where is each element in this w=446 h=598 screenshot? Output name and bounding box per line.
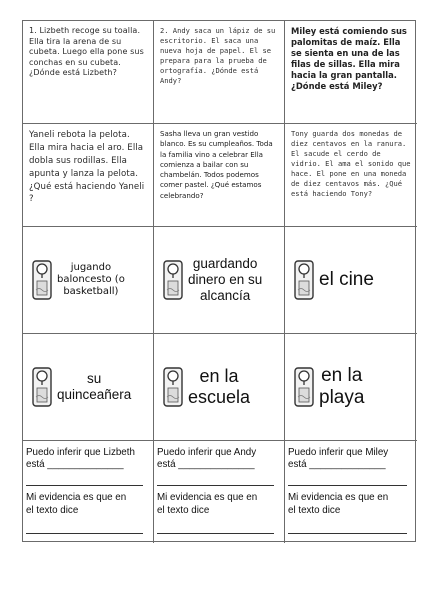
inference-card-andy <box>154 441 285 543</box>
story-text: Tony guarda dos monedas de diez centavos en la ranura. El sacude el cerdo de vidrio. El ama el sonido que hace. El pone en una moneda de diez centavos más. ¿Qué está haciendo Tony? <box>291 129 411 199</box>
answer-line <box>288 533 407 534</box>
answer-text: jugando baloncesto (o basketball) <box>57 262 125 297</box>
answer-card <box>154 334 285 441</box>
answer-card <box>23 334 154 441</box>
evidence-prompt-2: el texto dice <box>26 504 79 516</box>
task-card-sheet <box>22 20 416 542</box>
door-hanger-icon <box>293 366 315 408</box>
answer-card <box>285 227 417 334</box>
story-text: Sasha lleva un gran vestido blanco. Es su cumpleaños. Toda la familia vino a celebrar Ella comienza a bailar con su chambelán. Todos podemos comer pastel. ¿Qué estamos celebrando? <box>160 129 273 200</box>
story-card-miley <box>285 21 417 124</box>
evidence-prompt-2: el texto dice <box>157 504 210 516</box>
infer-prompt: Puedo inferir que Miley <box>288 447 389 458</box>
inference-card-lizbeth <box>23 441 154 543</box>
answer-line <box>26 473 143 486</box>
story-text: Yaneli rebota la pelota. Ella mira hacia el aro. Ella dobla sus rodillas. Ella apunta y lanza la pelota. ¿Qué está haciendo Yaneli ? <box>29 130 145 205</box>
evidence-prompt: Mi evidencia es que en <box>26 492 127 504</box>
story-card-andy <box>154 21 285 124</box>
evidence-prompt: Mi evidencia es que en <box>157 492 258 504</box>
answer-card <box>154 227 285 334</box>
story-card-lizbeth <box>23 21 154 124</box>
answer-card <box>23 227 154 334</box>
answer-card <box>285 334 417 441</box>
door-hanger-icon <box>162 366 184 408</box>
answer-line <box>157 533 274 534</box>
infer-prompt: Puedo inferir que Andy <box>157 447 257 458</box>
answer-line <box>288 473 407 486</box>
answer-text: en la escuela <box>188 365 251 407</box>
door-hanger-icon <box>293 259 315 301</box>
evidence-prompt: Mi evidencia es que en <box>288 492 389 504</box>
answer-text: su quinceañera <box>57 371 132 402</box>
answer-line <box>157 473 274 486</box>
evidence-prompt-2: el texto dice <box>288 504 341 516</box>
infer-blank: está ______________ <box>288 459 386 471</box>
infer-blank: está ______________ <box>157 459 255 471</box>
answer-text: en la playa <box>319 364 365 408</box>
story-text: 2. Andy saca un lápiz de su escritorio. El saca una nueva hoja de papel. El se prepara para la prueba de ortografía. ¿Dónde está Andy? <box>160 26 276 86</box>
story-card-yaneli <box>23 124 154 227</box>
answer-line <box>26 533 143 534</box>
answer-text: guardando dinero en su alcancía <box>188 256 263 303</box>
door-hanger-icon <box>162 259 184 301</box>
story-text: Miley está comiendo sus palomitas de maíz. Ella se sienta en una de las filas de sillas. Ella mira hacia la gran pantalla. ¿Dónde está Miley? <box>291 26 407 92</box>
door-hanger-icon <box>31 259 53 301</box>
inference-card-miley <box>285 441 417 543</box>
infer-blank: está ______________ <box>26 459 124 471</box>
infer-prompt: Puedo inferir que Lizbeth <box>26 447 135 458</box>
door-hanger-icon <box>31 366 53 408</box>
story-card-tony <box>285 124 417 227</box>
story-text: 1. Lizbeth recoge su toalla. Ella tira la arena de su cubeta. Luego ella pone sus conchas en su cubeta. ¿Dónde está Lizbeth? <box>29 26 144 78</box>
story-card-sasha <box>154 124 285 227</box>
answer-text: el cine <box>319 268 374 290</box>
